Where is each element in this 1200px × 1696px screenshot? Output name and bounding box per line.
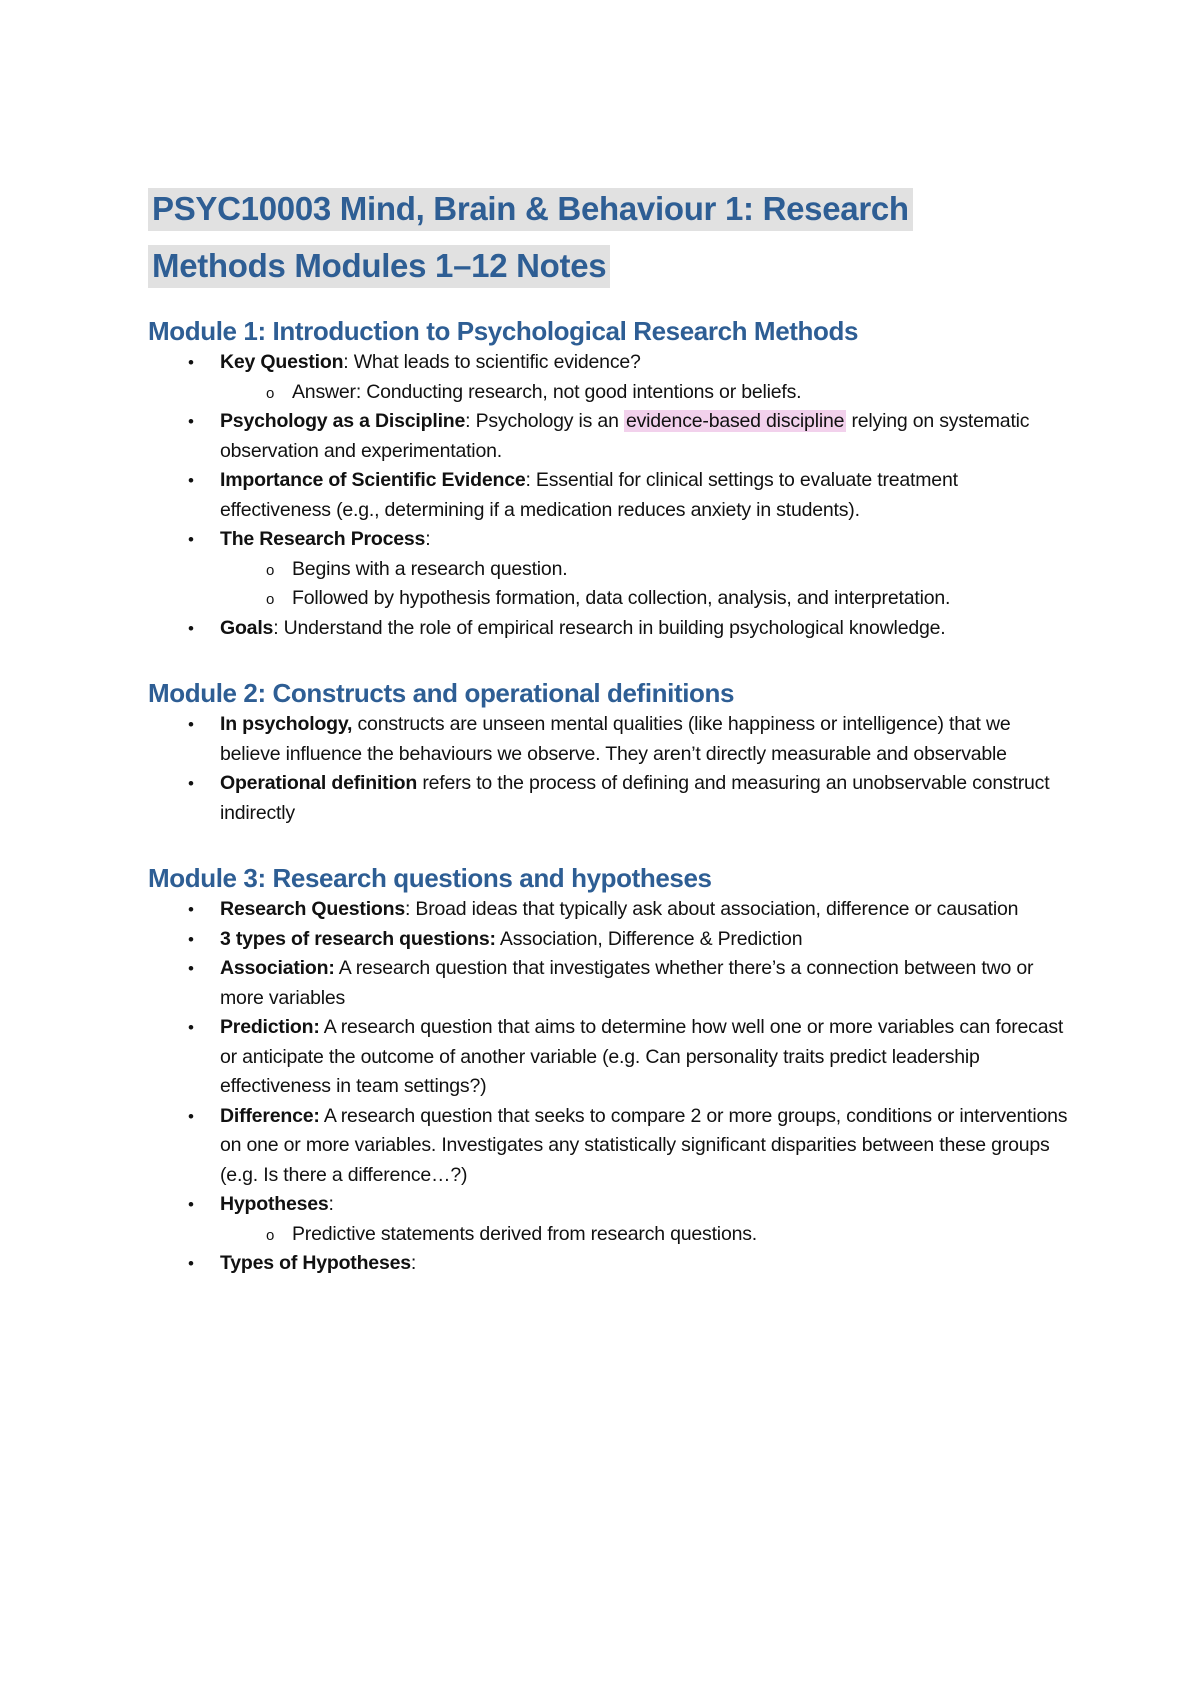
item-text: : Understand the role of empirical research in building psychological knowledge. <box>273 616 946 639</box>
item-text: : Broad ideas that typically ask about association, difference or causation <box>404 898 1019 920</box>
sub-list-item-answer <box>148 378 1068 408</box>
document-title-line-1: PSYC10003 Mind, Brain & Behaviour 1: Research <box>148 188 913 231</box>
list-item-research-questions <box>148 895 1068 925</box>
item-text: : Psychology is an <box>465 410 624 432</box>
sub-item-text: Answer: Conducting research, not good intentions or beliefs. <box>292 380 802 403</box>
document-title-line-2: Methods Modules 1–12 Notes <box>148 245 610 288</box>
bullet-icon: • <box>188 530 194 549</box>
item-text: : <box>328 1193 334 1215</box>
term-label: Operational definition <box>220 772 418 794</box>
module-3-list <box>148 895 1068 1279</box>
bullet-icon: • <box>188 471 194 490</box>
module-1-list <box>148 348 1068 643</box>
bullet-icon: • <box>188 412 194 431</box>
module-3-heading: Module 3: Research questions and hypotheses <box>148 863 712 893</box>
module-2-list <box>148 710 1068 828</box>
sub-list-item-followed <box>148 584 1068 614</box>
item-text: refers to the process of defining and measuring an unobservable construct indirectly <box>220 772 1050 824</box>
bullet-icon: • <box>188 1195 194 1214</box>
term-label: Association: <box>220 957 335 979</box>
term-label: Research Questions <box>220 898 405 920</box>
item-text: : What leads to scientific evidence? <box>343 351 641 373</box>
term-label: The Research Process <box>220 528 426 550</box>
document-page <box>148 180 1068 1279</box>
bullet-icon: • <box>188 353 194 372</box>
sub-bullet-icon: o <box>266 384 275 402</box>
term-label: Psychology as a Discipline <box>220 410 466 432</box>
item-text: A research question that seeks to compare 2 or more groups, conditions or interventions on one or more variables. Investigates any statistically significant disparities between these groups (e.g. Is there a difference…?) <box>220 1104 1068 1186</box>
list-item-difference <box>148 1102 1068 1191</box>
sub-bullet-icon: o <box>266 1226 275 1244</box>
sub-item-text: Followed by hypothesis formation, data collection, analysis, and interpretation. <box>292 587 951 609</box>
document-title <box>148 180 1068 294</box>
term-label: Types of Hypotheses <box>220 1252 411 1274</box>
bullet-icon: • <box>188 1018 194 1037</box>
item-text: Association, Difference & Prediction <box>495 927 803 950</box>
module-1-heading: Module 1: Introduction to Psychological Research Methods <box>148 316 859 346</box>
bullet-icon: • <box>188 774 194 793</box>
bullet-icon: • <box>188 618 194 638</box>
list-item-hypotheses <box>148 1190 1068 1220</box>
term-label: Hypotheses <box>220 1193 329 1215</box>
list-item-research-process <box>148 525 1068 555</box>
item-text: : <box>410 1252 417 1274</box>
term-label: Key Question <box>220 351 344 373</box>
bullet-icon: • <box>188 715 194 734</box>
bullet-icon: • <box>188 929 194 949</box>
item-text: : Essential for clinical settings to evaluate treatment effectiveness (e.g., determining if a medication reduces anxiety in students). <box>220 469 958 521</box>
sub-item-text: Predictive statements derived from research questions. <box>292 1222 757 1245</box>
list-item-discipline <box>148 407 1068 466</box>
list-item-prediction <box>148 1013 1068 1102</box>
list-item-association <box>148 954 1068 1013</box>
list-item-constructs <box>148 710 1068 769</box>
list-item-scientific-evidence <box>148 466 1068 525</box>
term-label: Goals <box>220 616 274 639</box>
sub-bullet-icon: o <box>266 591 275 608</box>
term-label: Difference: <box>220 1104 320 1127</box>
highlighted-phrase: evidence-based discipline <box>625 410 845 432</box>
term-label: In psychology, <box>220 713 353 735</box>
sub-list-item-predictive-statements <box>148 1220 1068 1250</box>
bullet-icon: • <box>188 900 194 919</box>
module-2-heading: Module 2: Constructs and operational definitions <box>148 678 735 708</box>
bullet-icon: • <box>188 1254 194 1273</box>
bullet-icon: • <box>188 1106 194 1126</box>
list-item-types-of-hypotheses <box>148 1249 1068 1279</box>
list-item-goals <box>148 614 1068 644</box>
sub-item-text: Begins with a research question. <box>292 557 568 580</box>
item-text: A research question that aims to determine how well one or more variables can forecast or anticipate the outcome of another variable (e.g. Can personality traits predict leadership effectiveness in team settings?) <box>220 1016 1064 1097</box>
list-item-operational-definition <box>148 769 1068 828</box>
item-text: A research question that investigates whether there’s a connection between two or more variables <box>220 957 1034 1009</box>
term-label: Importance of Scientific Evidence <box>220 469 526 491</box>
item-text-continued: relying on systematic observation and experimentation. <box>220 410 1030 462</box>
item-text: : <box>425 528 431 550</box>
term-label: 3 types of research questions: <box>220 927 496 950</box>
item-text: constructs are unseen mental qualities (like happiness or intelligence) that we believe influence the behaviours we observe. They aren’t directly measurable and observable <box>220 713 1011 765</box>
bullet-icon: • <box>188 959 194 978</box>
list-item-key-question <box>148 348 1068 378</box>
list-item-three-types <box>148 925 1068 955</box>
sub-list-item-begins <box>148 555 1068 585</box>
sub-bullet-icon: o <box>266 561 275 579</box>
term-label: Prediction: <box>220 1016 320 1038</box>
